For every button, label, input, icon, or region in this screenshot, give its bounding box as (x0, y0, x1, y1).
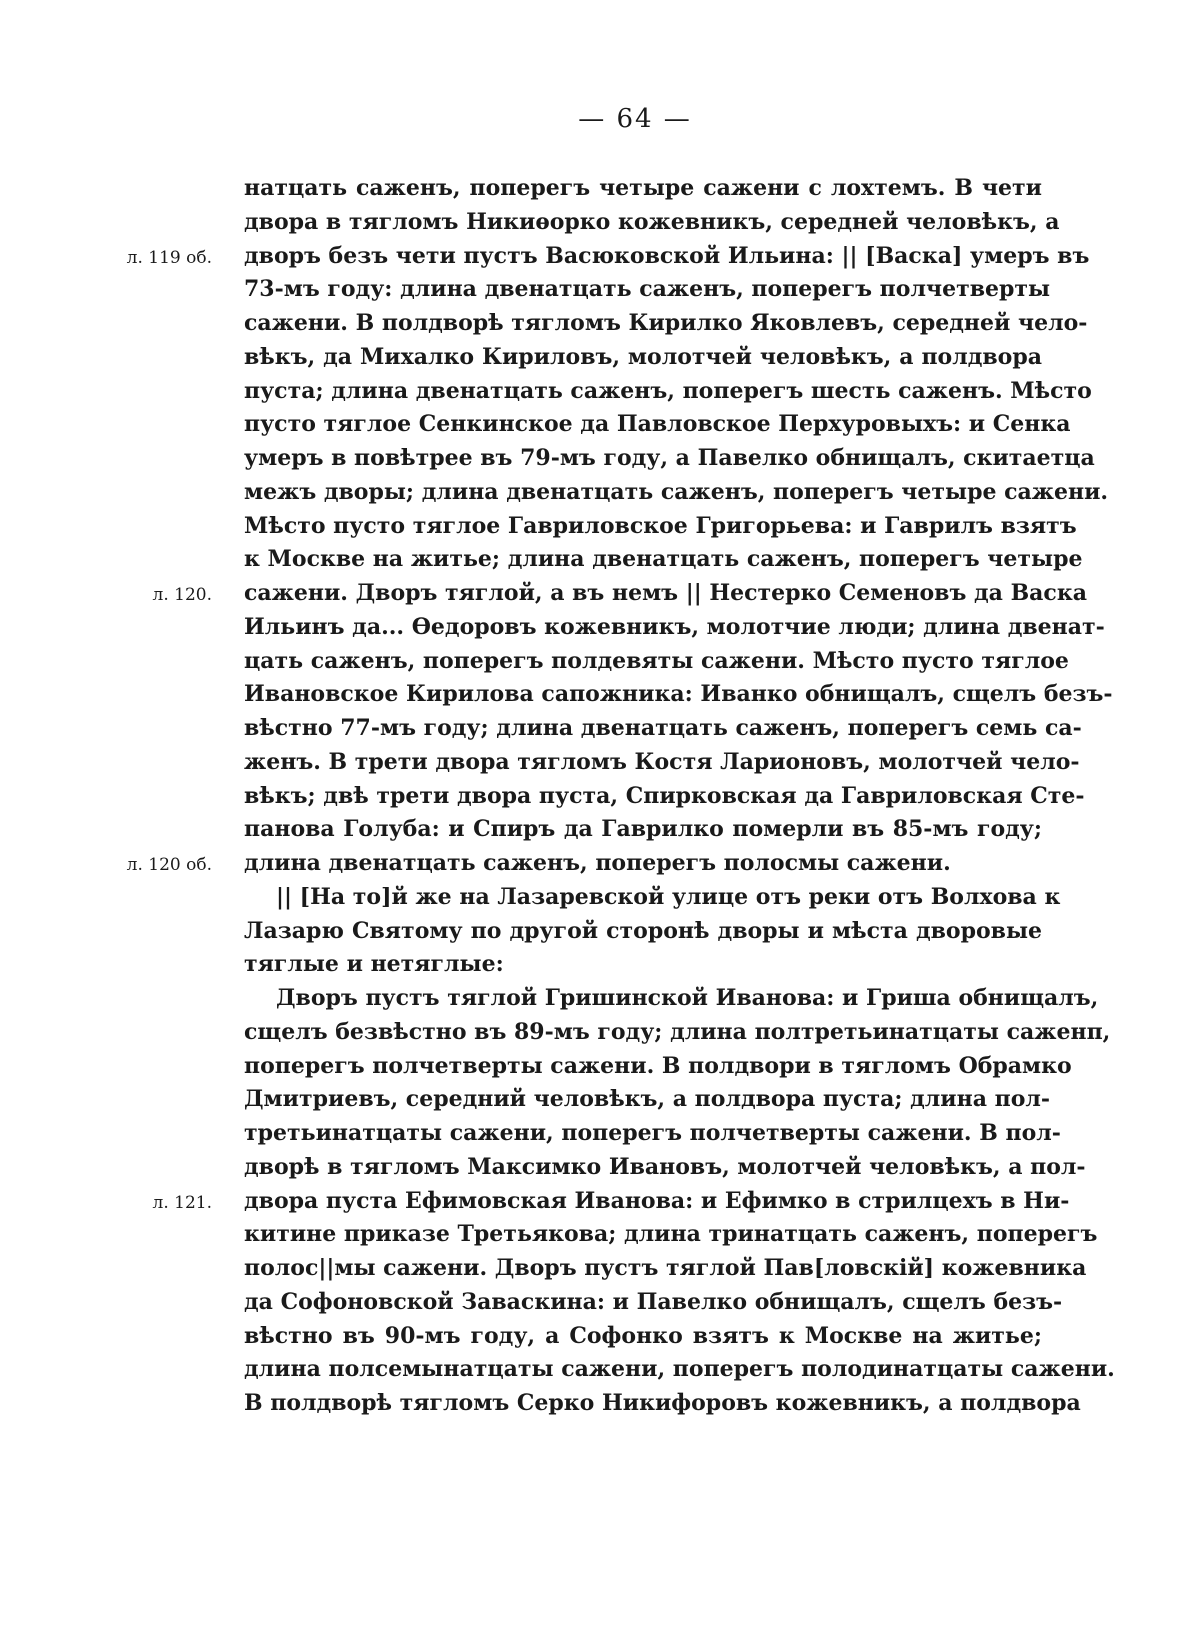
text-line: панова Голуба: и Спиръ да Гаврилко померли въ 85-мъ году; (244, 816, 1042, 843)
text-line: Ивановское Кирилова сапожника: Иванко обнищалъ, сщелъ безъ- (244, 681, 1113, 708)
text-line: сщелъ безвѣстно въ 89-мъ году; длина полтретьинатцаты саженп, (244, 1018, 1111, 1045)
page-number: — 64 — (578, 104, 692, 134)
text-line: дворъ безъ чети пустъ Васюковской Ильина: || [Васка] умеръ въ (244, 242, 1090, 269)
text-line: вѣкъ; двѣ трети двора пуста, Спирковская да Гавриловская Сте- (244, 782, 1085, 809)
text-line: полос||мы сажени. Дворъ пустъ тяглой Пав[ловскій] кожевника (244, 1255, 1087, 1281)
margin-folio-note: л. 120. (152, 585, 212, 605)
text-line: китине приказе Третьякова; длина тринатцать саженъ, поперегъ (244, 1221, 1098, 1248)
text-line: двора в тягломъ Никиѳорко кожевникъ, середней человѣкъ, а (244, 208, 1060, 235)
text-line: третьинатцаты сажени, поперегъ полчетверты сажени. В пол- (244, 1120, 1061, 1146)
text-line: || [На то]й же на Лазаревской улице отъ реки отъ Волхова к (276, 883, 1061, 910)
text-line: к Москве на житье; длина двенатцать саженъ, поперегъ четыре (244, 546, 1083, 573)
text-line: межъ дворы; длина двенатцать саженъ, поперегъ четыре сажени. (244, 478, 1109, 505)
text-line: вѣстно 77-мъ году; длина двенатцать саженъ, поперегъ семь са- (244, 715, 1082, 741)
text-line: вѣстно въ 90-мъ году, а Софонко взятъ к Москве на житье; (244, 1322, 1042, 1349)
text-line: Ильинъ да... Ѳедоровъ кожевникъ, молотчие люди; длина двенат- (244, 613, 1105, 640)
margin-folio-note: л. 121. (152, 1192, 212, 1213)
text-line: двора пуста Ефимовская Иванова: и Ефимко в стрилцехъ в Ни- (244, 1187, 1070, 1214)
text-line: Дворъ пустъ тяглой Гришинской Иванова: и Гриша обнищалъ, (276, 985, 1099, 1011)
text-line: длина двенатцать саженъ, поперегъ полосмы сажени. (244, 850, 951, 876)
text-line: да Софоновской Заваскина: и Павелко обнищалъ, сщелъ безъ- (244, 1288, 1063, 1315)
body-text (244, 172, 1115, 1421)
text-line: сажени. Дворъ тяглой, а въ немъ || Нестерко Семеновъ да Васка (244, 580, 1087, 606)
text-line: тяглые и нетяглые: (244, 951, 504, 978)
margin-folio-note: л. 119 об. (126, 247, 212, 268)
text-line: натцать саженъ, поперегъ четыре сажени с лохтемъ. В чети (244, 175, 1042, 201)
text-line: В полдворѣ тягломъ Серко Никифоровъ кожевникъ, а полдвора (244, 1390, 1081, 1416)
text-line: цать саженъ, поперегъ полдевяты сажени. Мѣсто пусто тяглое (244, 647, 1069, 674)
text-line: пусто тяглое Сенкинское да Павловское Перхуровыхъ: и Сенка (244, 411, 1071, 438)
text-line: Дмитриевъ, середний человѣкъ, а полдвора пуста; длина пол- (244, 1086, 1051, 1113)
text-line: сажени. В полдворѣ тягломъ Кирилко Яковлевъ, середней чело- (244, 310, 1088, 336)
text-line: 73-мъ году: длина двенатцать саженъ, поперегъ полчетверты (244, 276, 1051, 303)
text-line: Лазарю Святому по другой сторонѣ дворы и мѣста дворовые (244, 917, 1042, 944)
text-line: дворѣ в тягломъ Максимко Ивановъ, молотчей человѣкъ, а пол- (244, 1153, 1086, 1180)
margin-folio-note: л. 120 об. (126, 855, 212, 875)
text-line: женъ. В трети двора тягломъ Костя Ларионовъ, молотчей чело- (244, 748, 1080, 775)
text-line: поперегъ полчетверты сажени. В полдвори в тягломъ Обрамко (244, 1052, 1072, 1079)
text-line: вѣкъ, да Михалко Кириловъ, молотчей человѣкъ, а полдвора (244, 343, 1042, 370)
text-line: умеръ в повѣтрее въ 79-мъ году, а Павелко обнищалъ, скитаетца (244, 445, 1095, 471)
text-line: длина полсемынатцаты сажени, поперегъ полодинатцаты сажени. (244, 1356, 1115, 1383)
text-line: пуста; длина двенатцать саженъ, поперегъ шесть саженъ. Мѣсто (244, 377, 1092, 404)
text-line: Мѣсто пусто тяглое Гавриловское Григорьева: и Гаврилъ взятъ (244, 512, 1077, 539)
